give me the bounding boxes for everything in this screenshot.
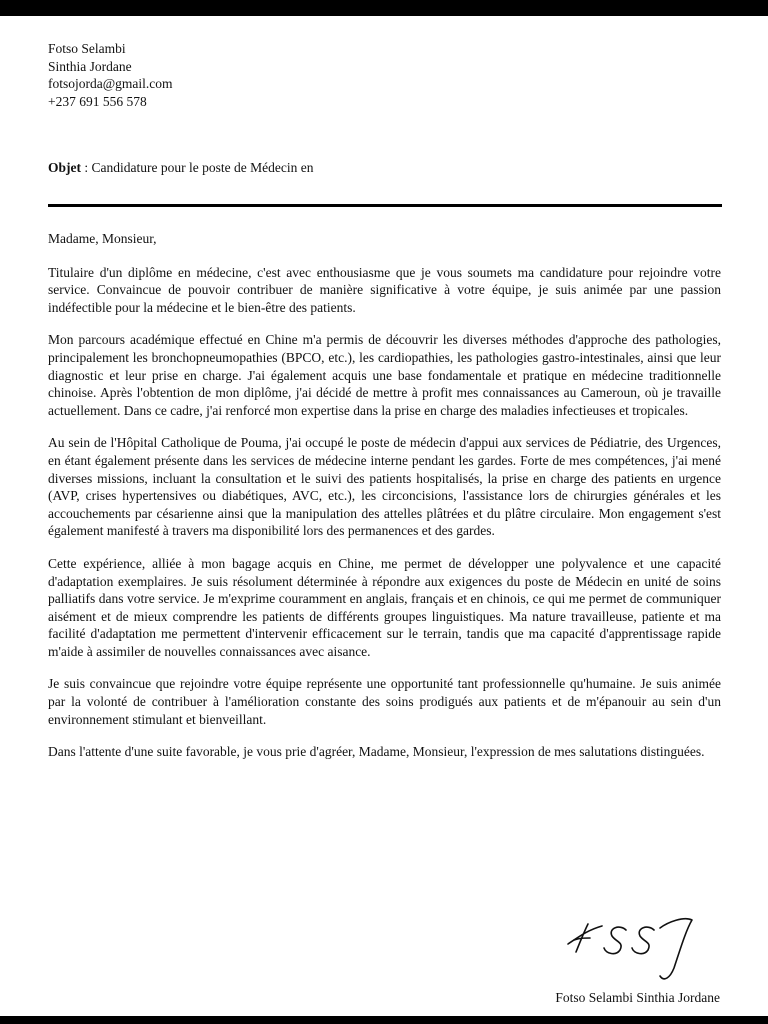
sender-phone: +237 691 556 578 xyxy=(48,93,147,109)
subject-separator: : xyxy=(81,160,92,175)
subject-line xyxy=(48,159,313,176)
top-border-bar xyxy=(0,0,768,16)
paragraph-academic-background: Mon parcours académique effectué en Chine m'a permis de découvrir les diverses méthodes d'approche des pathologies, principalement les bronchopneumopathies (BPCO, etc.), les cardiopathies, les pathologies gastro-intestinales, ainsi que leur diagnostic et leur prise en charge. J'ai également acquis une base fondamentale et pratique en médecine traditionnelle chinoise. Après l'obtention de mon diplôme, j'ai décidé de mettre à profit mes connaissances au Cameroun, où je travaille actuellement. Dans ce cadre, j'ai renforcé mon expertise dans la prise en charge des maladies infectieuses et tropicales. xyxy=(48,332,721,418)
paragraph-motivation: Je suis convaincue que rejoindre votre équipe représente une opportunité tant professionnelle qu'humaine. Je suis animée par la volonté de contribuer à l'amélioration constante des soins prodigués aux patients et de m'épanouir au sein d'un environnement stimulant et bienveillant. xyxy=(48,676,721,727)
paragraph-closing: Dans l'attente d'une suite favorable, je vous prie d'agréer, Madame, Monsieur, l'expression de mes salutations distinguées. xyxy=(48,744,705,760)
sender-email: fotsojorda@gmail.com xyxy=(48,76,173,91)
sender-last-name: Sinthia Jordane xyxy=(48,58,132,74)
sender-first-name: Fotso Selambi xyxy=(48,41,126,56)
paragraph-introduction: Titulaire d'un diplôme en médecine, c'est avec enthousiasme que je vous soumets ma candidature pour rejoindre votre service. Convaincue de pouvoir contribuer de manière significative à votre équipe, je suis animée par une passion indéfectible pour la médecine et le bien-être des patients. xyxy=(48,264,721,315)
handwritten-signature xyxy=(562,910,702,990)
sender-block xyxy=(48,40,173,110)
horizontal-divider xyxy=(48,204,722,207)
subject-text: Candidature pour le poste de Médecin en xyxy=(91,160,314,175)
bottom-border-bar xyxy=(0,1016,768,1024)
signer-name: Fotso Selambi Sinthia Jordane xyxy=(555,990,720,1005)
paragraph-skills: Cette expérience, alliée à mon bagage acquis en Chine, me permet de développer une polyvalence et une capacité d'adaptation exemplaires. Je suis résolument déterminée à répondre aux exigences du poste de Médecin en unité de soins palliatifs dans votre service. Je m'exprime couramment en anglais, français et en chinois, ce qui me permet de communiquer aisément et de mieux comprendre les patients de différents groupes linguistiques. Ma nature travailleuse, patiente et ma facilité d'adaptation me permettent d'intervenir efficacement sur le terrain, tandis que ma capacité d'apprentissage rapide m'aide à assimiler de nouvelles connaissances avec aisance. xyxy=(48,555,721,659)
paragraph-hospital-experience: Au sein de l'Hôpital Catholique de Pouma, j'ai occupé le poste de médecin d'appui aux services de Pédiatrie, des Urgences, en étant également présente dans les services de médecine interne pendant les gardes. Forte de mes compétences, j'ai mené diverses missions, incluant la consultation et le suivi des patients hospitalisés, la prise en charge des patients en urgence (AVP, crises hypertensives ou diabétiques, AVC, etc.), les circoncisions, l'assistance lors de chirurgies générales et les accouchements par césarienne ainsi que la manipulation des attelles plâtrées et du plâtre circulaire. Mon engagement s'est également manifesté à travers ma disponibilité lors des permanences et des gardes. xyxy=(48,435,721,539)
letter-body xyxy=(48,230,721,776)
subject-label: Objet xyxy=(48,160,81,175)
salutation: Madame, Monsieur, xyxy=(48,231,157,246)
